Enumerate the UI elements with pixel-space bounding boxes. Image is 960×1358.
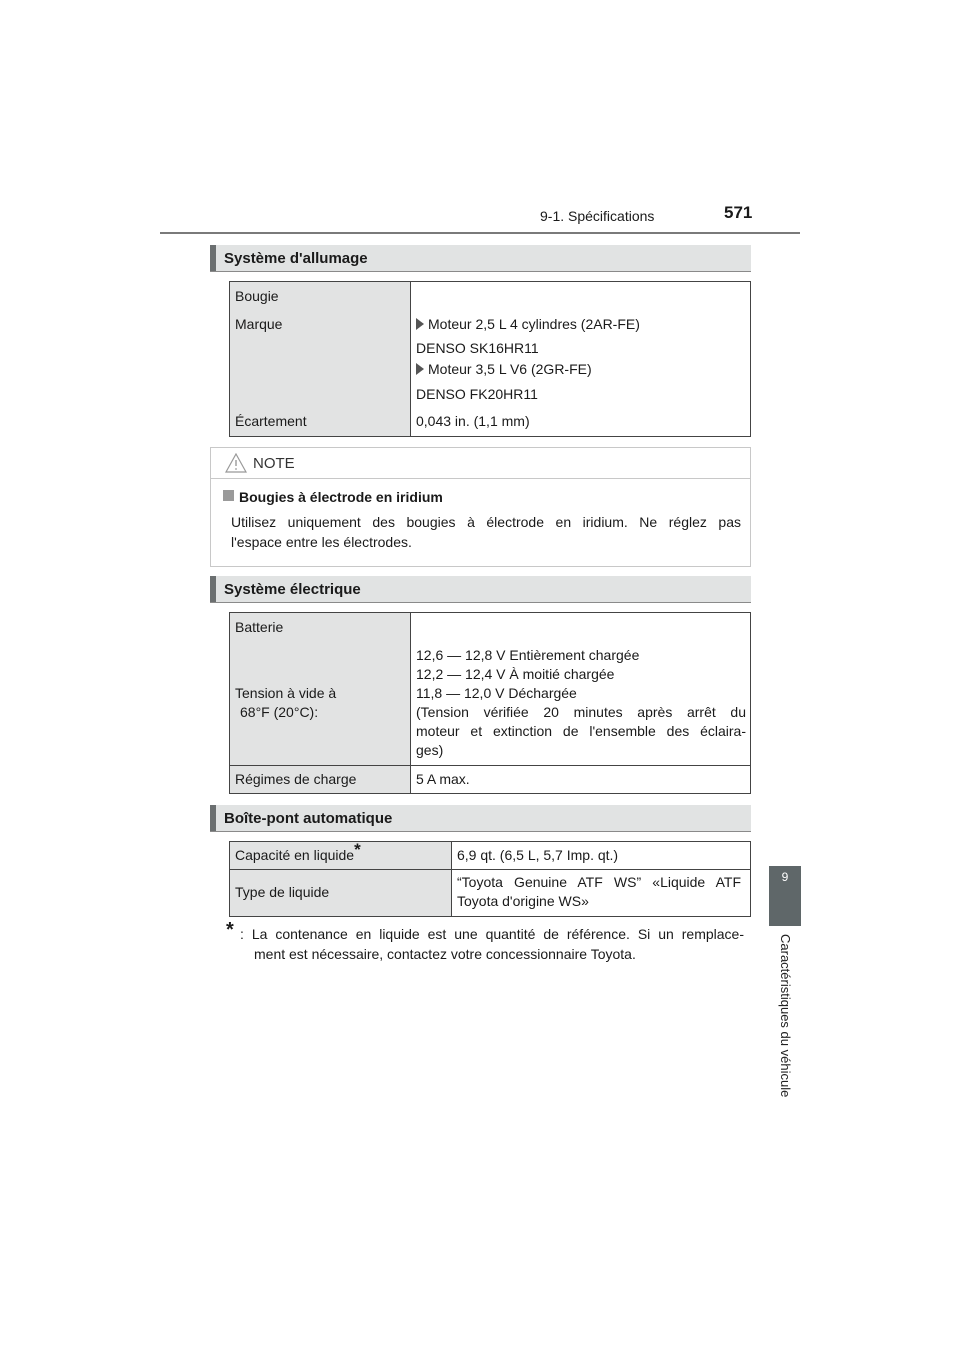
note-body-line-1: Utilisez uniquement des bougies à électrode en iridium. Ne réglez pas (231, 514, 741, 530)
capacity-label (235, 840, 361, 863)
voltage-label-1: Tension à vide à (235, 685, 337, 701)
voltage-note-1: (Tension vérifiée 20 minutes après arrêt du (416, 704, 746, 720)
section-bar (210, 805, 216, 831)
section-bar (210, 245, 216, 271)
charge-value: 5 A max. (416, 771, 470, 787)
voltage-note-3: ges) (416, 742, 444, 758)
ignition-table (229, 281, 751, 437)
note-body-line-2: l'espace entre les électrodes. (231, 534, 412, 550)
footnote-star: * (226, 919, 234, 941)
battery-label-cell (230, 613, 411, 766)
capacity-value: 6,9 qt. (6,5 L, 5,7 Imp. qt.) (457, 847, 619, 863)
transaxle-section-title: Boîte-pont automatique (224, 810, 393, 827)
capacity-label-text: Capacité en liquide (235, 847, 355, 863)
voltage-1: 12,6 — 12,8 V Entièrement chargée (416, 647, 640, 663)
fluid-value-2: Toyota d'origine WS» (457, 893, 589, 909)
fluid-label-cell (230, 870, 452, 917)
engine-2 (416, 361, 592, 377)
engine-1-text: Moteur 2,5 L 4 cylindres (2AR-FE) (428, 316, 640, 332)
fluid-value-cell (452, 870, 751, 917)
footnote-line-2: ment est nécessaire, contactez votre concessionnaire Toyota. (254, 946, 636, 962)
plug-1: DENSO SK16HR11 (416, 340, 539, 356)
transaxle-table (229, 841, 751, 917)
page-number: 571 (724, 203, 753, 222)
voltage-label-2: 68°F (20°C): (240, 704, 319, 720)
header-rule (160, 232, 800, 234)
charge-label: Régimes de charge (235, 771, 357, 787)
electrical-section-header (210, 576, 751, 603)
electrical-section-title: Système électrique (224, 581, 361, 598)
gap-label: Écartement (235, 413, 307, 429)
note-title: NOTE (253, 455, 295, 472)
brand-label: Marque (235, 316, 283, 332)
arrow-right-icon (416, 363, 424, 375)
ignition-value-cell (411, 282, 751, 437)
fluid-value-1: “Toyota Genuine ATF WS” «Liquide ATF (457, 874, 741, 890)
arrow-right-icon (416, 318, 424, 330)
ignition-label-cell (230, 282, 411, 437)
section-bar (210, 576, 216, 602)
fluid-label: Type de liquide (235, 884, 330, 900)
voltage-2: 12,2 — 12,4 V À moitié chargée (416, 666, 615, 682)
engine-1 (416, 316, 640, 332)
note-heading: Bougies à électrode en iridium (239, 489, 443, 505)
engine-2-text: Moteur 3,5 L V6 (2GR-FE) (428, 361, 592, 377)
capacity-label-cell (230, 842, 452, 870)
chapter-title-text: Caractéristiques du véhicule (778, 934, 793, 1098)
transaxle-section-header (210, 805, 751, 832)
electrical-table (229, 612, 751, 794)
gap-value: 0,043 in. (1,1 mm) (416, 413, 530, 429)
note-body (231, 512, 741, 552)
footnote-mark: * (354, 840, 361, 859)
plug-2: DENSO FK20HR11 (416, 386, 538, 402)
ignition-section-header (210, 245, 751, 272)
voltage-3: 11,8 — 12,0 V Déchargée (416, 685, 577, 701)
ignition-section-title: Système d'allumage (224, 250, 368, 267)
voltage-note-2: moteur et extinction de l'ensemble des éclaira- (416, 723, 746, 739)
battery-value-cell (411, 613, 751, 766)
plug-label: Bougie (235, 288, 279, 304)
chapter-title (768, 934, 802, 1124)
footnote-text (240, 924, 744, 964)
charge-label-cell (230, 766, 411, 794)
capacity-value-cell (452, 842, 751, 870)
charge-value-cell (411, 766, 751, 794)
chapter-tab: 9 (769, 866, 801, 926)
warning-icon (225, 453, 247, 473)
bullet-square-icon (223, 490, 234, 501)
section-title: 9-1. Spécifications (540, 208, 655, 224)
note-header (211, 448, 750, 479)
note-box (210, 447, 751, 567)
footnote-line-1: : La contenance en liquide est une quantité de référence. Si un remplace- (240, 926, 744, 942)
battery-label: Batterie (235, 619, 284, 635)
